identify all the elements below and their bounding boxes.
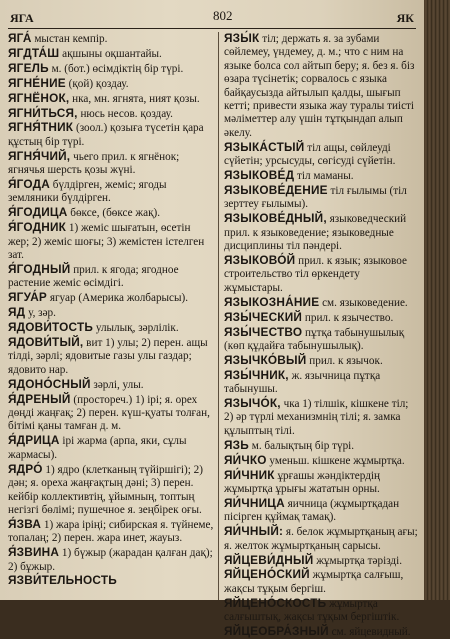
entry-headword: ЯЙЦЕНО́СКИЙ [224,567,310,582]
dictionary-entry [224,554,418,568]
entry-definition: (простореч.) 1) ірі; я. орех дөңді жаңғақ; 2) перен. күш-қуаты толған, бітімі қаны тамған д. м. [8,393,210,433]
dictionary-entry [224,497,418,525]
dictionary-entry [8,77,214,91]
entry-headword: ЯДРО́ [8,461,43,476]
entry-definition: см. языковедение. [322,296,408,309]
entry-headword: ЯИ́ЧНИЦА [224,495,285,510]
entry-definition: бөксе, (бөксе жақ). [70,207,161,220]
dictionary-entry [8,107,214,121]
dictionary-entry [224,597,418,625]
dictionary-entry [8,150,214,178]
entry-definition: ірі жарма (арпа, яки, сұлы жармасы). [8,435,187,461]
entry-definition: тіл; держать я. за зубами сөйлемеу, үндемеу, д. м.; что с ним на языке болса сол айтып беру; я. без я. біз өзара түсінетік; сорвалось с языка байқаусызда айтылып қалды, шығып кетті; привести языка жау туралы тиісті мәліметтер алу үшін тұтқындап алып әкелу. [224,33,415,139]
entry-headword: ЯГА́ [8,31,32,45]
dictionary-entry [224,439,418,453]
entry-definition: языковедческий прил. к языковедение; языковедные дисциплины тіл пәндері. [224,213,407,253]
dictionary-entry [8,32,214,46]
entry-definition: (зоол.) қозыға түсетін қара құстың бір түрі. [8,122,204,148]
entry-definition: жұмыртқа салғыштық, жақсы тұқым бергіштік. [224,597,400,624]
entry-headword: ЯИ́ЧКО [224,452,267,467]
header-right-guide-word: ЯК [396,11,414,25]
entry-headword: ЯЗЫКОВЕ́Д [224,168,295,183]
dictionary-entry [224,184,418,212]
entry-definition: чка 1) тілшік, кішкене тіл; 2) әр түрлі механизмнің тілі; я. замка құлыптың тілі. [224,398,409,437]
dictionary-entry [8,206,214,220]
dictionary-entry [8,463,214,518]
dictionary-entry [224,568,418,596]
entry-headword: ЯЙЦЕНО́СКОСТЬ [224,595,327,610]
entry-headword: ЯГУА́Р [8,290,48,305]
left-column [8,32,214,600]
dictionary-entry [8,263,214,291]
entry-definition: тіл ғылымы (тіл зерттеу ғылымы). [224,184,407,211]
entry-definition: 1) жара іріңі; сибирская я. түйнеме, топалаң; 2) перен. жара инет, жауыз. [8,518,214,545]
dictionary-entry [8,178,214,206]
dictionary-entry [8,92,214,106]
entry-headword: ЯГНЕ́НИЕ [8,75,66,90]
entry-headword: Я́ГОДИЦА [8,205,68,220]
entry-definition: улылық, зәрлілік. [95,322,179,335]
entry-headword: ЯГНЯ́ЧИЙ, [8,148,71,163]
entry-headword: ЯЗЬ [224,437,249,452]
dictionary-entry [224,326,418,354]
entry-headword: ЯД [8,305,26,320]
entry-headword: Я́ДРИЦА [8,433,60,448]
dictionary-entry [224,32,418,140]
dictionary-entry [8,321,214,335]
entry-definition: чьего прил. к ягнёнок; ягнячья шерсть қозы жүні. [8,150,180,177]
entry-headword: ЯЗЫКОВЕ́ДНЫЙ, [224,211,327,226]
entry-definition: 1) ядро (клетканың түйіршігі); 2) дән; я. ореха жаңғақтың дәні; 3) перен. кейбір коллективтің, ұйымның, топтың негізгі бөлімі; пушечное я. зеңбірек оғы. [8,463,203,516]
entry-definition: жұмыртқа тәрізді. [316,554,403,567]
entry-definition: прил. к язычок. [309,354,383,367]
entry-headword: ЯДОВИ́ТОСТЬ [8,320,94,335]
entry-headword: ЯЙЦЕВИ́ДНЫЙ [224,552,314,567]
entry-definition: пұтқа табынушылық (көп құдайға табынушылық). [224,326,405,352]
entry-headword: ЯЗЫЧО́К, [224,396,281,411]
dictionary-entry [8,62,214,76]
dictionary-entry [8,306,214,320]
dictionary-entry [8,378,214,392]
entry-definition: ұрғашы жәндіктердің жұмыртқа ұрығы жататын орны. [224,469,380,495]
entry-headword: ЯДОНО́СНЫЙ [8,376,91,391]
dictionary-entry [8,221,214,262]
entry-definition: зәрлі, улы. [93,378,144,391]
entry-definition: ягуар (Америка жолбарысы). [49,292,189,305]
entry-definition: бүлдірген, жеміс; ягоды земляники бүлдірген. [8,179,167,205]
header-left-guide-word: ЯГА [10,11,34,25]
dictionary-entry [224,369,418,397]
entry-headword: Я́ГОДА [8,177,50,192]
entry-definition: 1) бүжыр (жарадан қалған дақ); 2) бұжыр. [8,547,213,573]
entry-definition: нюсь несов. қоздау. [80,107,173,120]
entry-headword: Я́ДРЕНЫЙ [8,391,71,406]
entry-headword: ЯИ́ЧНИК [224,467,275,482]
dictionary-entry [8,393,214,434]
entry-headword: ЯГНИ́ТЬСЯ, [8,105,78,120]
dictionary-entry [224,169,418,183]
entry-headword: ЯЗЫКОВО́Й [224,253,296,267]
entry-headword: Я́ГОДНЫЙ [8,262,71,276]
dictionary-entry [224,254,418,295]
dictionary-entry [224,141,418,169]
entry-definition: я. белок жұмыртқаның ағы; я. желток жұмыртқаның сарысы. [224,526,418,552]
right-column [224,31,418,639]
dictionary-entry [8,518,214,546]
entry-definition: прил. к ягода; ягодное растение жеміс өсімдігі. [8,264,179,290]
dictionary-entry [8,546,214,574]
dictionary-entry [224,625,418,639]
entry-headword: Я́ГОДНИК [8,220,67,235]
entry-definition: у, зәр. [28,307,56,320]
entry-definition: тіл маманы. [296,170,354,183]
entry-definition: мыстан кемпір. [34,33,108,45]
dictionary-entry [8,336,214,377]
entry-definition: нка, мн. ягнята, ният қозы. [72,92,200,105]
entry-definition: прил. к язык; языковое строительство тіл өркендету жұмыстары. [224,255,407,294]
dictionary-entry [8,47,214,61]
entry-definition: 1) жеміс шығатын, өсетін жер; 2) жеміс шоғы; 3) жемістен істелген зат. [8,222,205,262]
dictionary-entry [8,291,214,305]
entry-definition: (қой) қоздау. [68,77,129,90]
page-number: 802 [213,8,233,23]
entry-definition: ж. язычница пұтқа табынушы. [224,369,381,396]
entry-headword: Я́ЗВА [8,516,42,531]
entry-headword: ЯЗЫ́ЧЕСКИЙ [224,309,303,324]
entry-headword: ЯЗЫКА́СТЫЙ [224,139,305,154]
entry-headword: ЯЗЫКОВЕ́ДЕНИЕ [224,182,328,197]
entry-headword: ЯЗВИ́ТЕЛЬНОСТЬ [8,573,117,588]
entry-headword: ЯЗЫЧКО́ВЫЙ [224,352,307,367]
entry-headword: ЯЗЫКОЗНА́НИЕ [224,294,320,309]
entry-definition: м. (бот.) өсімдіктің бір түрі. [51,62,184,75]
dictionary-entry [224,212,418,253]
entry-definition: прил. к язычество. [304,311,394,324]
dictionary-entry [224,525,418,553]
entry-definition: жұмыртқа салғыш, жақсы тұқым бергіш. [224,569,404,595]
entry-headword: ЯДОВИ́ТЫЙ, [8,335,84,350]
dictionary-entry [224,354,418,368]
column-divider [218,32,219,600]
entry-headword: Я́ЗВИНА [8,545,60,560]
entry-headword: ЯЗЫ́К [224,31,260,45]
dictionary-entry [224,296,418,310]
entry-definition: вит 1) улы; 2) перен. ащы тілді, зәрлі; ядовитые газы улы газдар; ядовито нар. [8,337,208,376]
entry-definition: тіл ащы, сөйлеуді сүйетін; урсысуды, сөгісуді сүйетін. [224,141,396,168]
entry-definition: м. балықтың бір түрі. [251,439,355,452]
entry-headword: ЯЗЫ́ЧНИК, [224,367,289,382]
entry-headword: ЯЙЦЕОБРА́ЗНЫЙ [224,624,329,639]
entry-definition: см. яйцевидный. [331,626,411,639]
entry-headword: ЯГЕЛЬ [8,60,49,75]
book-page-edges [424,0,450,600]
dictionary-entry [8,574,214,588]
entry-headword: ЯГДТА́Ш [8,45,60,60]
dictionary-entry [224,397,418,438]
dictionary-entry [224,469,418,497]
entry-definition: уменьш. кішкене жұмыртқа. [269,454,405,467]
dictionary-entry [8,121,214,149]
entry-headword: ЯЗЫ́ЧЕСТВО [224,324,303,339]
dictionary-entry [224,311,418,325]
entry-definition: яичница (жұмыртқадан пісірген құймақ тамақ). [224,497,400,524]
dictionary-entry [224,454,418,468]
entry-definition: ақшыны оқшантайы. [62,47,162,60]
page-header [8,6,416,29]
dictionary-entry [8,434,214,462]
entry-headword: ЯИ́ЧНЫЙ: [224,524,284,539]
entry-headword: ЯГНЯ́ТНИК [8,120,74,135]
entry-headword: ЯГНЁНОК, [8,90,70,105]
